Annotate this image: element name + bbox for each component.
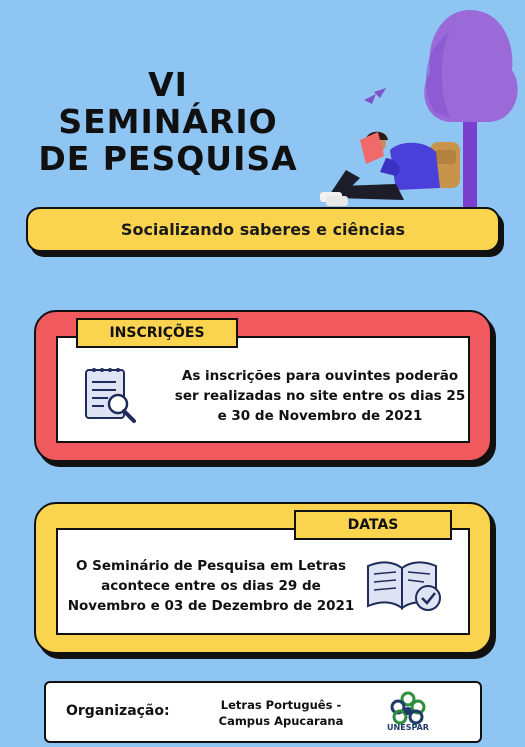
datas-tag: DATAS bbox=[294, 510, 452, 540]
inscricoes-content bbox=[56, 336, 470, 443]
inscricoes-text-line-2: ser realizadas no site entre os dias 25 bbox=[174, 388, 466, 404]
title-line-2: SEMINÁRIO bbox=[58, 102, 278, 141]
inscricoes-tag: INSCRIÇÕES bbox=[76, 318, 238, 348]
subtitle-banner bbox=[26, 207, 500, 252]
organization-name-line-2: Campus Apucarana bbox=[218, 714, 344, 728]
unespar-logo bbox=[386, 689, 430, 741]
datas-content bbox=[56, 528, 470, 635]
reading-person-illustration bbox=[300, 0, 525, 215]
footer-panel bbox=[44, 681, 482, 743]
inscricoes-text-line-1: As inscrições para ouvintes poderão bbox=[181, 368, 459, 384]
title-line-3: DE PESQUISA bbox=[38, 139, 298, 178]
open-book-check-icon bbox=[364, 554, 444, 616]
organization-name-line-1: Letras Português - bbox=[220, 698, 342, 712]
logo-text: UNESPAR bbox=[387, 723, 429, 732]
document-search-icon bbox=[80, 364, 142, 426]
page-title bbox=[28, 66, 308, 177]
organization-name bbox=[206, 697, 356, 729]
inscricoes-text-line-3: e 30 de Novembro de 2021 bbox=[217, 408, 423, 424]
datas-text-line-1: O Seminário de Pesquisa em Letras bbox=[75, 558, 347, 574]
datas-text-line-2: acontece entre os dias 29 de bbox=[101, 578, 321, 594]
inscricoes-card bbox=[34, 310, 492, 462]
datas-card bbox=[34, 502, 492, 654]
organization-label: Organização: bbox=[66, 703, 170, 719]
title-line-1: VI bbox=[148, 65, 188, 104]
datas-text bbox=[66, 556, 356, 616]
subtitle-text: Socializando saberes e ciências bbox=[120, 220, 406, 239]
datas-text-line-3: Novembro e 03 de Dezembro de 2021 bbox=[67, 598, 355, 614]
inscricoes-text bbox=[174, 366, 466, 426]
